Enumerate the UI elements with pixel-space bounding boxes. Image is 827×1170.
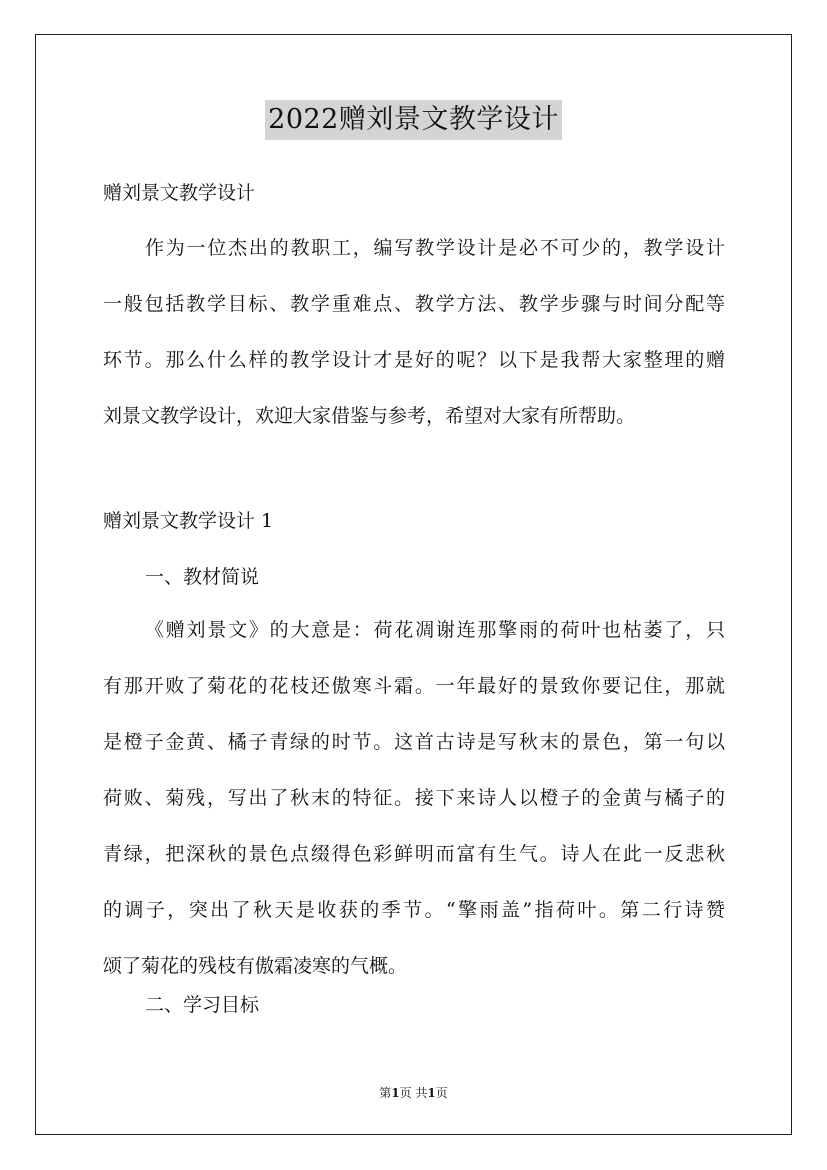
footer-suffix: 页 (435, 1086, 448, 1100)
body-row: 青绿，把深秋的景色点缀得色彩鲜明而富有生气。诗人在此一反悲秋 (103, 843, 725, 865)
intro-row: 一般包括教学目标、教学重难点、教学方法、教学步骤与时间分配等 (103, 293, 725, 315)
body-row: 有那开败了菊花的花枝还傲寒斗霜。一年最好的景致你要记住，那就 (103, 675, 725, 697)
body-paragraph (103, 617, 725, 1009)
body-row: 荷败、菊残，写出了秋末的特征。接下来诗人以橙子的金黄与橘子的 (103, 787, 725, 809)
heading-learning-goals: 二、学习目标 (145, 994, 260, 1016)
intro-row: 作为一位杰出的教职工，编写教学设计是必不可少的，教学设计 (145, 237, 725, 259)
body-row: 的调子，突出了秋天是收获的季节。“擎雨盖”指荷叶。第二行诗赞 (103, 899, 725, 921)
intro-row: 刘景文教学设计，欢迎大家借鉴与参考，希望对大家有所帮助。 (103, 405, 636, 427)
footer-page-total: 1 (427, 1086, 436, 1100)
body-row: 颂了菊花的残枝有傲霜凌寒的气概。 (103, 955, 408, 977)
page-footer (0, 1084, 827, 1101)
intro-row: 环节。那么什么样的教学设计才是好的呢？以下是我帮大家整理的赠 (103, 349, 725, 371)
body-row: 《赠刘景文》的大意是：荷花凋谢连那擎雨的荷叶也枯萎了，只 (145, 619, 725, 641)
section-title: 赠刘景文教学设计 1 (103, 510, 274, 532)
footer-mid: 页 共 (399, 1086, 428, 1100)
heading-teaching-material: 一、教材简说 (145, 566, 260, 588)
footer-page-number: 1 (391, 1086, 400, 1100)
title-wrap (0, 100, 827, 140)
footer-prefix: 第 (379, 1086, 392, 1100)
document-title: 2022赠刘景文教学设计 (265, 100, 562, 140)
document-subtitle: 赠刘景文教学设计 (103, 182, 256, 204)
intro-paragraph (103, 235, 725, 459)
body-row: 是橙子金黄、橘子青绿的时节。这首古诗是写秋末的景色，第一句以 (103, 731, 725, 753)
